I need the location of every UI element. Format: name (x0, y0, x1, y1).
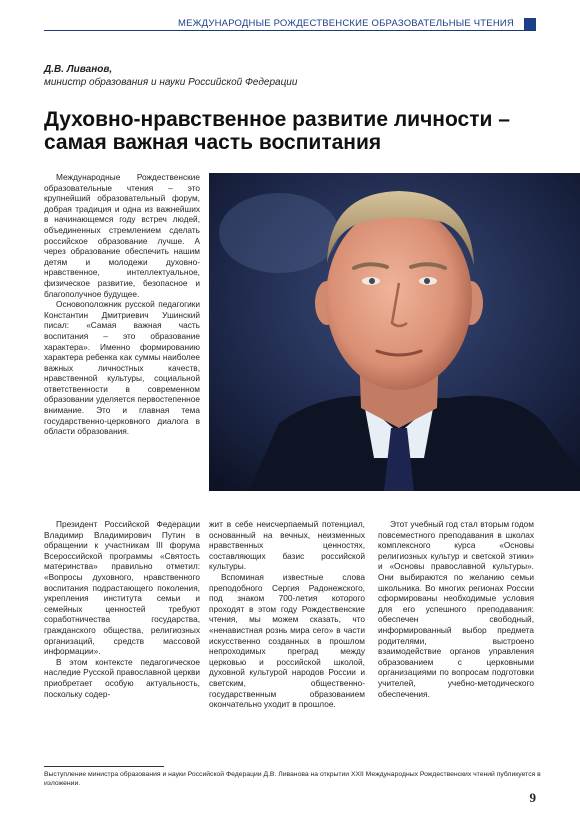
header-rule (44, 30, 536, 31)
page-number: 9 (529, 790, 536, 805)
author-block (44, 64, 297, 89)
author-photo (209, 173, 580, 491)
paragraph: Этот учебный год стал вторым годом повсеместного преподавания в школах комплексного курса «Основы религиозных культур и светской этики» и «Основы православной культуры». Они выбираются по желанию семьи школьника. Во многих регионах России сформированы необходимые условия для его успешного преподавания: обеспечен свободный, информированный выбор предмета родителями, выстроено взаимодействие органов управления образованием с церковными организациями по вопросам подготовки учителей, учебно-методического обеспечения. (378, 519, 534, 699)
column-1-top (44, 172, 200, 437)
column-1-bottom (44, 519, 200, 699)
column-2 (209, 519, 365, 710)
footnote: Выступление министра образования и науки Российской Федерации Д.В. Ливанова на открытии XXII Международных Рождественских чтений публикуется в изложении. (44, 771, 541, 787)
footnote-rule (44, 766, 164, 767)
article-title: Духовно-нравственное развитие личности – самая важная часть воспитания (44, 108, 510, 154)
header-marker (524, 18, 536, 30)
column-3 (378, 519, 534, 699)
paragraph: В этом контексте педагогическое наследие Русской православной церкви приобретает особую актуальность, поскольку содер- (44, 656, 200, 699)
paragraph: Международные Рождественские образовательные чтения – это крупнейший образовательный форум, добрая традиция и одна из важнейших в начинающемся году встреч людей, объединенных стремлением сделать российское образование лучше. А через образование обеспечить нашим детям и молодежи духовно-нравственное, интеллектуальное, физическое развитие, безопасное и благополучное будущее. (44, 172, 200, 299)
running-title: МЕЖДУНАРОДНЫЕ РОЖДЕСТВЕНСКИЕ ОБРАЗОВАТЕЛЬНЫЕ ЧТЕНИЯ (172, 18, 518, 29)
paragraph: Вспоминая известные слова преподобного Сергия Радонежского, под знаком 700-летия которого проходят в этом году Рождественские чтения, мы можем сказать, что «ненавистная рознь мира сего» в части искусственно созданных в прошлом непроходимых преград между церковью и российской школой, духовной культурой народов России и светским, общественно-государственным образованием окончательно уходит в прошлое. (209, 571, 365, 710)
paragraph: Основоположник русской педагогики Константин Дмитриевич Ушинский писал: «Самая важная часть воспитания – это образование характера». Именно формированию характера ребенка как суммы наиболее важных личностных качеств, нравственной культуры, социальной ответственности в современном образовании уделяется первостепенное внимание. Это и главная тема государственно-церковного диалога в области образования. (44, 299, 200, 437)
paragraph: жит в себе неисчерпаемый потенциал, основанный на вечных, неизменных нравственных ценностях, составляющих базис российской культуры. (209, 519, 365, 572)
author-position: министр образования и науки Российской Федерации (44, 76, 298, 88)
author-name: Д.В. Ливанов, (44, 64, 113, 75)
paragraph: Президент Российской Федерации Владимир Владимирович Путин в обращении к участникам III форума Всероссийской программы «Святость материнства» правильно отметил: «Вопросы духовного, нравственного воспитания подрастающего поколения, укрепления института семьи и семейных ценностей требуют соработничества государства, гражданского общества, религиозных организаций, средств массовой информации». (44, 519, 200, 657)
